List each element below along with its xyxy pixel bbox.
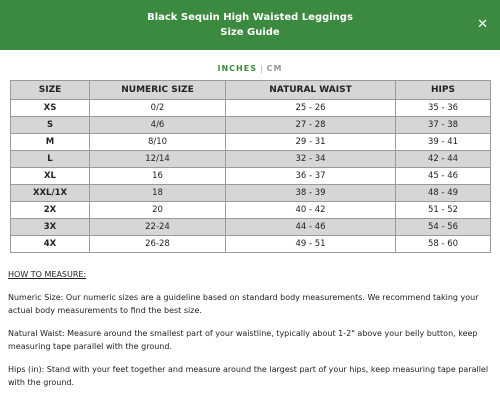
unit-cm-tab[interactable]: CM bbox=[266, 64, 283, 73]
table-row bbox=[11, 236, 491, 253]
waist-cell: 29 - 31 bbox=[226, 134, 396, 151]
numeric-size-cell: 22-24 bbox=[90, 219, 226, 236]
col-header-hips: HIPS bbox=[396, 81, 491, 100]
hips-cell: 42 - 44 bbox=[396, 151, 491, 168]
table-row bbox=[11, 202, 491, 219]
numeric-size-cell: 12/14 bbox=[90, 151, 226, 168]
close-icon[interactable]: ✕ bbox=[477, 17, 488, 32]
numeric-size-cell: 0/2 bbox=[90, 100, 226, 117]
size-guide-header bbox=[0, 0, 500, 50]
waist-cell: 25 - 26 bbox=[226, 100, 396, 117]
size-guide-title: Size Guide bbox=[220, 27, 280, 38]
table-row bbox=[11, 100, 491, 117]
col-header-numeric-size: NUMERIC SIZE bbox=[90, 81, 226, 100]
how-to-measure-section bbox=[8, 268, 492, 399]
hips-cell: 39 - 41 bbox=[396, 134, 491, 151]
numeric-size-instructions: Numeric Size: Our numeric sizes are a guideline based on standard body measurements. We recommend taking your actual body measurements to find the best size. bbox=[8, 293, 479, 315]
size-cell: XL bbox=[11, 168, 90, 185]
waist-cell: 32 - 34 bbox=[226, 151, 396, 168]
waist-cell: 38 - 39 bbox=[226, 185, 396, 202]
table-row bbox=[11, 134, 491, 151]
table-row bbox=[11, 168, 491, 185]
waist-cell: 27 - 28 bbox=[226, 117, 396, 134]
unit-inches-tab[interactable]: INCHES bbox=[217, 64, 257, 73]
waist-cell: 49 - 51 bbox=[226, 236, 396, 253]
table-header-row bbox=[11, 81, 491, 100]
numeric-size-cell: 26-28 bbox=[90, 236, 226, 253]
table-row bbox=[11, 117, 491, 134]
hips-cell: 51 - 52 bbox=[396, 202, 491, 219]
col-header-size: SIZE bbox=[11, 81, 90, 100]
hips-cell: 58 - 60 bbox=[396, 236, 491, 253]
table-row bbox=[11, 185, 491, 202]
size-cell: 3X bbox=[11, 219, 90, 236]
numeric-size-cell: 18 bbox=[90, 185, 226, 202]
waist-cell: 40 - 42 bbox=[226, 202, 396, 219]
size-cell: L bbox=[11, 151, 90, 168]
waist-cell: 44 - 46 bbox=[226, 219, 396, 236]
col-header-natural-waist: NATURAL WAIST bbox=[226, 81, 396, 100]
waist-cell: 36 - 37 bbox=[226, 168, 396, 185]
hips-cell: 35 - 36 bbox=[396, 100, 491, 117]
hips-cell: 45 - 46 bbox=[396, 168, 491, 185]
how-to-measure-title: HOW TO MEASURE: bbox=[8, 270, 87, 279]
numeric-size-cell: 4/6 bbox=[90, 117, 226, 134]
natural-waist-instructions: Natural Waist: Measure around the smallest part of your waistline, typically about 1-2" above your belly button, keep measuring tape parallel with the ground. bbox=[8, 329, 478, 351]
product-title: Black Sequin High Waisted Leggings bbox=[147, 12, 353, 23]
size-cell: XXL/1X bbox=[11, 185, 90, 202]
hips-cell: 54 - 56 bbox=[396, 219, 491, 236]
table-row bbox=[11, 219, 491, 236]
numeric-size-cell: 16 bbox=[90, 168, 226, 185]
unit-toggle bbox=[0, 64, 500, 73]
hips-instructions: Hips (in): Stand with your feet together and measure around the largest part of your hips, keep measuring tape parallel with the ground. bbox=[8, 365, 489, 387]
numeric-size-cell: 8/10 bbox=[90, 134, 226, 151]
numeric-size-cell: 20 bbox=[90, 202, 226, 219]
hips-cell: 48 - 49 bbox=[396, 185, 491, 202]
unit-separator: | bbox=[259, 64, 264, 73]
size-cell: 4X bbox=[11, 236, 90, 253]
hips-cell: 37 - 38 bbox=[396, 117, 491, 134]
table-row bbox=[11, 151, 491, 168]
size-cell: M bbox=[11, 134, 90, 151]
size-cell: S bbox=[11, 117, 90, 134]
size-chart-table bbox=[10, 80, 491, 253]
size-cell: XS bbox=[11, 100, 90, 117]
size-cell: 2X bbox=[11, 202, 90, 219]
